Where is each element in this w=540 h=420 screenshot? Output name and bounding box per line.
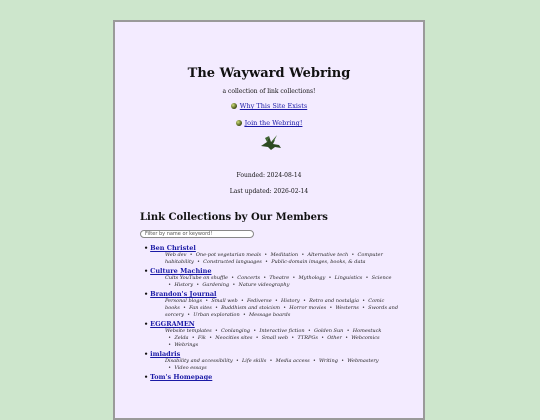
tag: Website templates xyxy=(165,328,212,334)
tag: • Public-domain images, books, & data xyxy=(262,259,366,265)
filter-input[interactable]: Filter by name or keyword! xyxy=(140,230,254,238)
member-tags xyxy=(165,358,399,372)
last-updated: Last updated: 2026-02-14 xyxy=(229,188,309,195)
page-card xyxy=(113,20,425,420)
tag: Disability and accessibility xyxy=(165,358,233,364)
tag: • Homestuck xyxy=(343,328,381,334)
member-link[interactable]: • imladris xyxy=(144,350,399,358)
tag: • Fediverse xyxy=(238,298,272,304)
tag: • Video essays xyxy=(165,365,207,371)
tag: • Neocities sites xyxy=(206,335,252,341)
tag: • Buddhism and stoicism xyxy=(212,305,280,311)
site-tagline: a collection of link collections! xyxy=(222,88,316,95)
tag: • Small web xyxy=(202,298,238,304)
tag: • Fan sites xyxy=(180,305,212,311)
tag: • Horror movies xyxy=(280,305,326,311)
tag: • Zelda xyxy=(165,335,189,341)
tag: • TTRPGs xyxy=(288,335,318,341)
tag: • Interactive fiction xyxy=(250,328,305,334)
member-tags xyxy=(165,252,399,266)
tag: • Science xyxy=(362,275,391,281)
list-item xyxy=(144,320,399,349)
site-title: The Wayward Webring xyxy=(187,66,351,81)
tag: • Meditation xyxy=(261,252,298,258)
tag: • One-pot vegetarian meals xyxy=(186,252,261,258)
tag: • Gardening xyxy=(193,282,229,288)
tag: • Small web xyxy=(252,335,288,341)
tag: Cults YouTube on shuffle xyxy=(165,275,228,281)
nav-join xyxy=(115,119,423,127)
tag: • Linguistics xyxy=(325,275,362,281)
tag: • Theatre xyxy=(260,275,289,281)
tag: • Westerns xyxy=(326,305,359,311)
tag: • History xyxy=(165,282,193,288)
tag: • Writing xyxy=(310,358,338,364)
tag: • Computer habitability xyxy=(165,252,383,265)
list-item xyxy=(144,267,399,289)
list-item xyxy=(144,244,399,266)
tag: • Fik xyxy=(189,335,206,341)
tag: • Alternative tech xyxy=(298,252,348,258)
tag: • Mythology xyxy=(289,275,325,281)
member-link[interactable]: • EGGRAMEN xyxy=(144,320,399,328)
globe-bullet-icon xyxy=(236,120,242,126)
tag: • Webrings xyxy=(165,342,198,348)
member-link[interactable]: • Ben Christel xyxy=(144,244,399,252)
founded-date: Founded: 2024-08-14 xyxy=(236,172,302,179)
tag: • Retro and nostalgia xyxy=(300,298,359,304)
tag: • Webcomics xyxy=(342,335,380,341)
list-item xyxy=(144,350,399,372)
tag: • Constructed languages xyxy=(194,259,262,265)
member-tags xyxy=(165,275,399,289)
tag: • Nature videography xyxy=(229,282,289,288)
member-link[interactable]: • Culture Machine xyxy=(144,267,399,275)
tag: • Webmastery xyxy=(338,358,379,364)
member-link[interactable]: • Tom's Homepage xyxy=(144,373,399,381)
tag: • Other xyxy=(318,335,342,341)
tag: • History xyxy=(272,298,300,304)
dragon-icon xyxy=(259,134,283,152)
tag: • Comic books xyxy=(165,298,384,311)
tag: • Urban exploration xyxy=(184,312,240,318)
tag: • Conlanging xyxy=(212,328,250,334)
member-tags xyxy=(165,328,399,349)
tag: • Message boards xyxy=(240,312,291,318)
tag: • Life skills xyxy=(233,358,267,364)
tag: • Concerts xyxy=(228,275,260,281)
tag: Personal blogs xyxy=(165,298,203,304)
tag: • Swords and sorcery xyxy=(165,305,398,318)
section-heading: Link Collections by Our Members xyxy=(140,212,328,223)
why-link[interactable]: Why This Site Exists xyxy=(239,102,308,110)
tag: • Media access xyxy=(266,358,309,364)
member-list xyxy=(144,244,399,382)
member-link[interactable]: • Brandon's Journal xyxy=(144,290,399,298)
member-tags xyxy=(165,298,399,319)
tag: • Golden Sun xyxy=(305,328,344,334)
list-item xyxy=(144,373,399,381)
join-link[interactable]: Join the Webring! xyxy=(244,119,303,127)
nav-why xyxy=(115,102,423,110)
list-item xyxy=(144,290,399,319)
tag: Web dev xyxy=(165,252,187,258)
globe-bullet-icon xyxy=(231,103,237,109)
